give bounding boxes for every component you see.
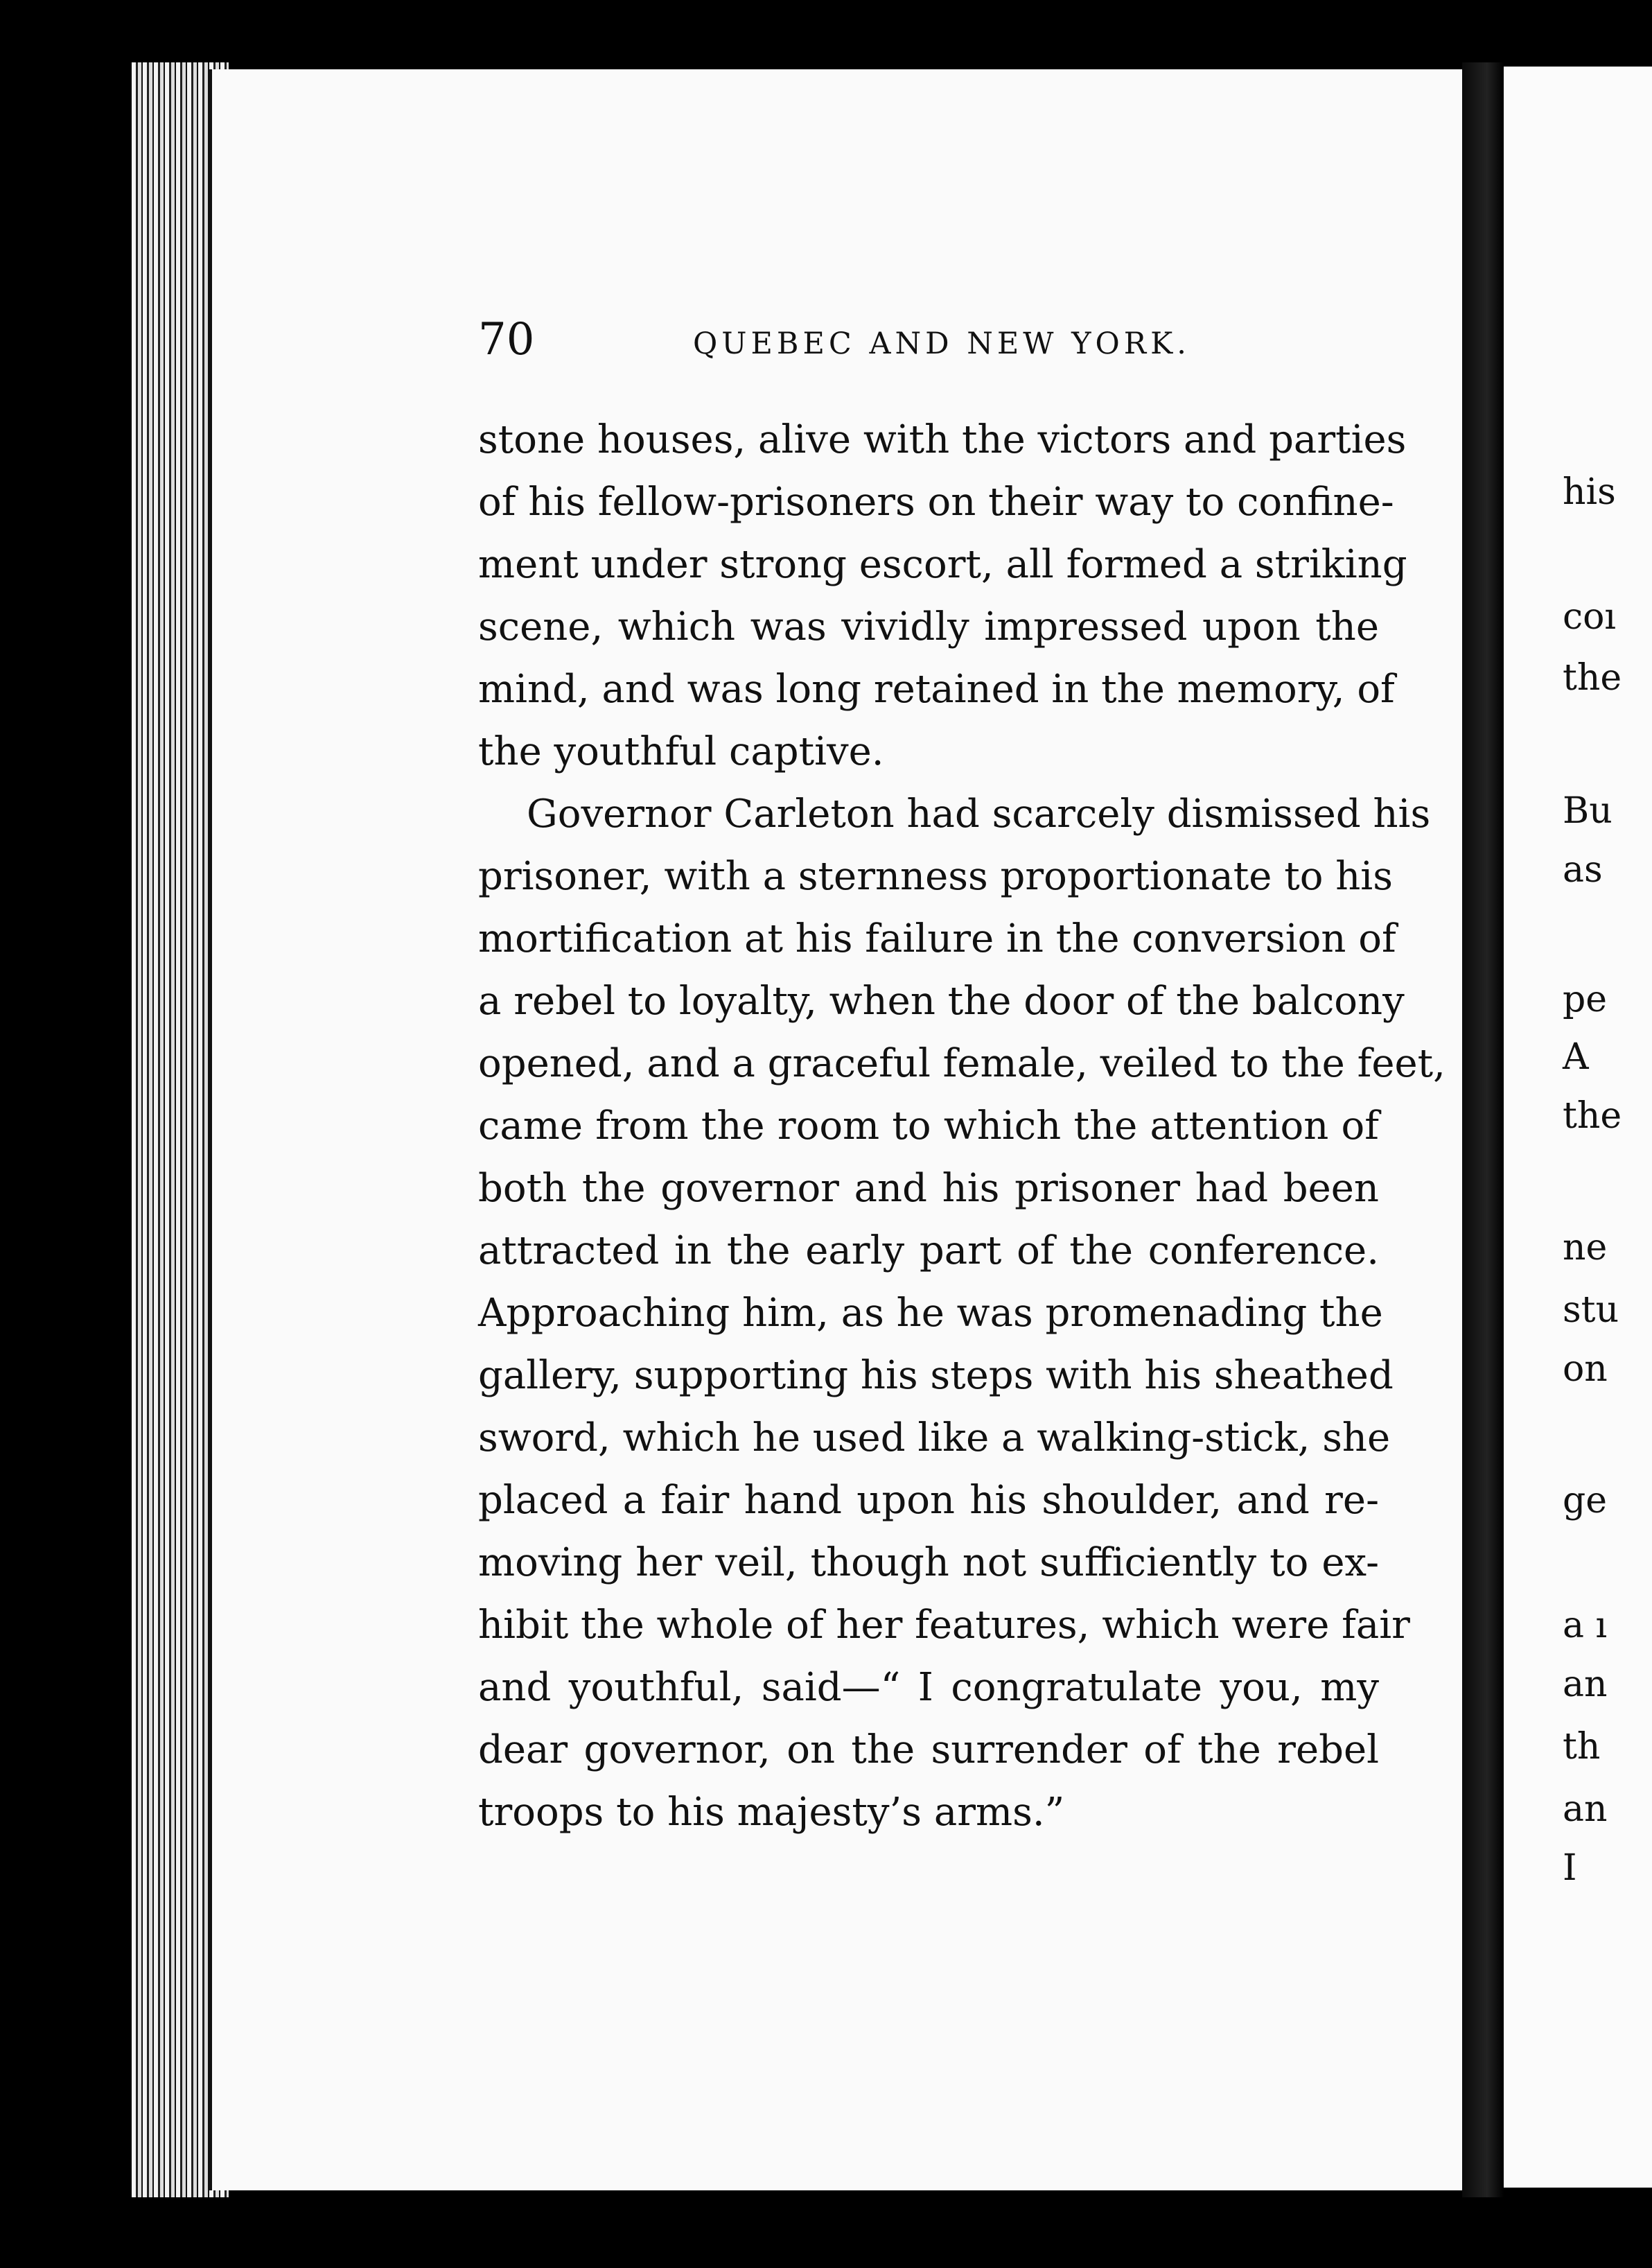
text-line: came from the room to which the attention of bbox=[478, 1104, 1379, 1149]
body-text bbox=[478, 409, 1446, 1844]
facing-page-fragment: stu bbox=[1563, 1289, 1619, 1331]
text-line: opened, and a graceful female, veiled to the feet, bbox=[478, 1041, 1446, 1086]
facing-page-fragment: A bbox=[1563, 1036, 1589, 1078]
facing-page-fragment: coı bbox=[1563, 596, 1617, 638]
text-line: prisoner, with a sternness proportionate to his bbox=[478, 854, 1393, 899]
facing-page-fragment: his bbox=[1563, 471, 1616, 513]
facing-page-fragment: as bbox=[1563, 849, 1603, 891]
facing-page-fragment: the bbox=[1563, 657, 1622, 699]
text-line: mind, and was long retained in the memory, of bbox=[478, 667, 1395, 712]
book-gutter bbox=[1462, 62, 1504, 2197]
facing-page-fragment: ge bbox=[1563, 1480, 1608, 1521]
text-line: ment under strong escort, all formed a striking bbox=[478, 542, 1407, 587]
text-line: both the governor and his prisoner had been bbox=[478, 1166, 1379, 1211]
facing-page-fragment: an bbox=[1563, 1664, 1608, 1705]
text-line: moving her veil, though not sufficiently to ex- bbox=[478, 1540, 1379, 1585]
text-line: troops to his majesty’s arms.” bbox=[478, 1790, 1065, 1835]
facing-page-fragment: I bbox=[1563, 1847, 1577, 1889]
text-line: Approaching him, as he was promenading the bbox=[478, 1291, 1383, 1336]
text-line: scene, which was vividly impressed upon the bbox=[478, 604, 1379, 649]
facing-page-fragment: ne bbox=[1563, 1227, 1608, 1268]
facing-page-fragment: pe bbox=[1563, 979, 1608, 1020]
facing-page-fragment: th bbox=[1563, 1726, 1601, 1768]
text-line: Governor Carleton had scarcely dismissed his bbox=[527, 792, 1431, 837]
text-line: dear governor, on the surrender of the rebel bbox=[478, 1727, 1379, 1772]
facing-page-fragment: on bbox=[1563, 1348, 1608, 1390]
facing-page-fragment: an bbox=[1563, 1788, 1608, 1830]
running-head-title: QUEBEC AND NEW YORK. bbox=[693, 326, 1190, 361]
text-line: stone houses, alive with the victors and parties bbox=[478, 417, 1407, 462]
facing-page-fragment: Bu bbox=[1563, 790, 1613, 832]
text-line: a rebel to loyalty, when the door of the balcony bbox=[478, 979, 1405, 1024]
text-line: sword, which he used like a walking-stick, she bbox=[478, 1415, 1391, 1460]
text-line: hibit the whole of her features, which were fair bbox=[478, 1603, 1410, 1648]
text-line: attracted in the early part of the conference. bbox=[478, 1228, 1379, 1273]
running-head bbox=[478, 308, 1372, 371]
facing-page-fragment: a ı bbox=[1563, 1605, 1608, 1646]
text-line: placed a fair hand upon his shoulder, and re- bbox=[478, 1478, 1379, 1523]
text-line: of his fellow-prisoners on their way to confine- bbox=[478, 480, 1394, 525]
text-line: mortification at his failure in the conversion of bbox=[478, 916, 1396, 961]
text-line: gallery, supporting his steps with his sheathed bbox=[478, 1353, 1394, 1398]
text-line: and youthful, said—“ I congratulate you, my bbox=[478, 1665, 1379, 1710]
facing-page-fragment: the bbox=[1563, 1095, 1622, 1137]
text-line: the youthful captive. bbox=[478, 729, 884, 774]
page-number: 70 bbox=[478, 314, 535, 365]
